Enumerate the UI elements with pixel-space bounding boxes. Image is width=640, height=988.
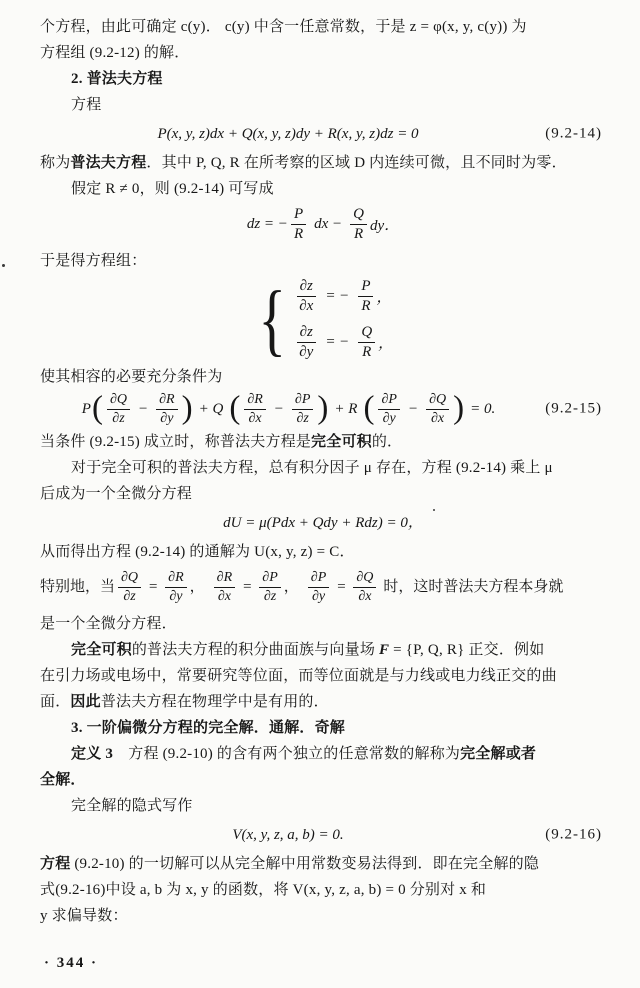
body-text: 是一个全微分方程． [40,615,177,632]
system-row: $\frac{\partial z}{\partial y}$ = − $\frac{Q}{R}$ ， [293,324,393,362]
equation-9-2-14 [40,120,606,148]
fraction: $\frac{\partial R}{\partial x}$ [214,570,235,605]
paragraph-line [40,851,606,877]
fraction: $\frac{\partial z}{\partial x}$ [296,278,316,316]
paragraph-line [40,689,606,715]
body-text: 假定 R ≠ 0，则 (9.2-14) 可写成 [71,181,274,197]
page-number: · 344 · [44,955,99,971]
equation-tail: dy． [369,218,400,235]
emphasis-complete-solution: 完全解或者 [460,745,537,762]
body-text: 完全解的隐式写作 [71,797,193,814]
paragraph-line [40,150,606,176]
body-text: 方程 [71,97,102,113]
body-text: 的． [371,433,403,450]
fraction: $\frac{\partial Q}{\partial z}$ [118,570,141,605]
paragraph-line [40,637,606,663]
term-coef: + Q [198,400,224,417]
equation-system [40,275,606,364]
body-text: y 求偏导数： [40,907,128,924]
paragraph-line [40,40,606,66]
fraction: $\frac{\partial P}{\partial y}$ [378,392,399,427]
body-text: 当条件 (9.2-15) 成立时，称普法夫方程是 [40,433,312,450]
system-row: $\frac{\partial z}{\partial x}$ = − $\frac{P}{R}$ ， [293,278,393,316]
equation-lead: dz = − [246,216,288,233]
fraction: $\frac{\partial R}{\partial x}$ [244,392,265,427]
fraction: $\frac{\partial Q}{\partial x}$ [426,392,449,427]
body-text: 的普法夫方程的积分曲面族与向量场 [131,641,379,658]
body-text: 普法夫方程在物理学中是有用的． [100,693,329,710]
definition-paragraph [40,741,606,767]
paragraph-line [40,176,606,202]
definition-label: 定义 3 [71,745,114,762]
equation-body: P(x, y, z)dx + Q(x, y, z)dy + R(x, y, z)dz = 0 [157,126,419,142]
emphasis-equation-word: 方程 [40,855,71,872]
equation-dU [40,509,606,537]
section-heading-pfaff: 2. 普法夫方程 [71,71,163,87]
equation-tag: (9.2-15) [545,400,602,417]
body-text: 个方程，由此可确定 c(y)． c(y) 中含一任意常数，于是 z = φ(x, y, c(y)) 为 [40,19,527,35]
close-paren: ) [181,389,193,426]
close-paren: ) [453,389,465,426]
paragraph-line [40,429,606,455]
paragraph-line [40,663,606,689]
paragraph-line [40,793,606,819]
fraction: $\frac{\partial Q}{\partial x}$ [353,570,376,605]
body-text: 从而得出方程 (9.2-14) 的通解为 U(x, y, z) = C． [40,543,355,560]
equation-tag: (9.2-16) [545,826,602,843]
fraction: $\frac{P}{R}$ [358,278,373,316]
body-text: 后成为一个全微分方程 [40,485,193,502]
fraction: $\frac{\partial P}{\partial z}$ [259,570,280,605]
paragraph-line: 全解． [40,771,86,788]
body-text: 时，这时普法夫方程本身就 [383,579,564,596]
scan-speck [2,264,5,267]
body-text: 式(9.2-16)中设 a, b 为 x, y 的函数，将 V(x, y, z, a, b) = 0 分别对 x 和 [40,881,487,898]
emphasis-completely-integrable: 完全可积 [311,433,372,450]
fraction: $\frac{\partial P}{\partial z}$ [292,392,313,427]
close-paren: ) [317,389,329,426]
fraction: $\frac{\partial R}{\partial y}$ [156,392,177,427]
paragraph-line [40,92,606,118]
paragraph-line [40,14,606,40]
scan-speck [433,509,435,511]
body-text: 方程 (9.2-10) 的含有两个独立的任意常数的解称为 [113,745,461,762]
equation-mid: dx − [314,216,343,233]
fraction: $\frac{Q}{R}$ [350,206,367,244]
fraction: $\frac{P}{R}$ [291,206,306,244]
open-paren: ( [363,389,375,426]
body-text: 对于完全可积的普法夫方程，总有积分因子 μ 存在，方程 (9.2-14) 乘上 μ [71,459,553,476]
equation-dz [40,206,606,244]
emphasis-pfaff-equation: 普法夫方程 [70,155,147,171]
body-text: 面． [40,693,71,710]
fraction: $\frac{Q}{R}$ [358,324,375,362]
vector-field-symbol: F [378,641,390,658]
fraction: $\frac{\partial R}{\partial y}$ [165,570,186,605]
section-heading-complete-solution: 3. 一阶偏微分方程的完全解．通解．奇解 [71,719,346,736]
body-text: = {P, Q, R} 正交．例如 [389,641,545,658]
open-paren: ( [229,389,241,426]
paragraph-inline-fractions: 特别地，当 $\frac{\partial Q}{\partial z}$ = $\frac{\partial R}{\partial y}$ ， $\frac{\partial R}{\partial x}$ = $\frac{\partial P}{\partial z}$ ， $\frac{\partial P}{\partial y}$ = $\frac{\partial Q}{\partial x}$ 时，这时普法夫方程本身就 [40,569,564,604]
fraction: $\frac{\partial z}{\partial y}$ [296,324,316,362]
equation-tail: = 0. [470,400,496,417]
open-paren: ( [91,389,103,426]
system-brace: { [258,275,286,364]
body-text: 方程组 (9.2-12) 的解． [40,45,190,61]
body-text: 使其相容的必要充分条件为 [40,368,223,385]
paragraph-line [40,903,606,929]
term-coef: + R [334,400,358,417]
body-text: 于是得方程组： [40,252,147,269]
paragraph-line [40,481,606,507]
equation-body: dU = μ(Pdx + Qdy + Rdz) = 0， [223,514,423,531]
paragraph-line [40,877,606,903]
term-coef: P [81,400,91,417]
emphasis-therefore: 因此 [70,693,101,710]
equation-9-2-15: P ( $\frac{\partial Q}{\partial z}$ − $\frac{\partial R}{\partial y}$ ) + Q ( $\frac{\partial R}{\partial x}$ − $\frac{\partial P}{\partial z}$ ) + R ( $\frac{\partial P}{\partial y}$ − $\frac{\partial Q}{\partial x}$ ) = 0. (9.2-15) [81,389,602,426]
paragraph-line [40,248,606,274]
body-text: ．其中 P, Q, R 在所考察的区域 D 内连续可微，且不同时为零． [146,155,567,171]
equation-body: V(x, y, z, a, b) = 0. [232,826,344,843]
paragraph-line [40,611,606,637]
paragraph-line [40,455,606,481]
body-text: 称为 [40,155,71,171]
paragraph-line [40,364,606,390]
equation-9-2-16 [40,821,606,849]
equation-tag: (9.2-14) [545,125,602,142]
fraction: $\frac{\partial Q}{\partial z}$ [107,392,130,427]
fraction: $\frac{\partial P}{\partial y}$ [308,570,329,605]
body-text: 特别地，当 [40,579,116,596]
emphasis-completely-integrable: 完全可积 [71,641,132,658]
paragraph-line [40,539,606,565]
body-text: 在引力场或电场中，常要研究等位面，而等位面就是与力线或电力线正交的曲 [40,667,557,684]
body-text: (9.2-10) 的一切解可以从完全解中用常数变易法得到．即在完全解的隐 [70,855,540,872]
